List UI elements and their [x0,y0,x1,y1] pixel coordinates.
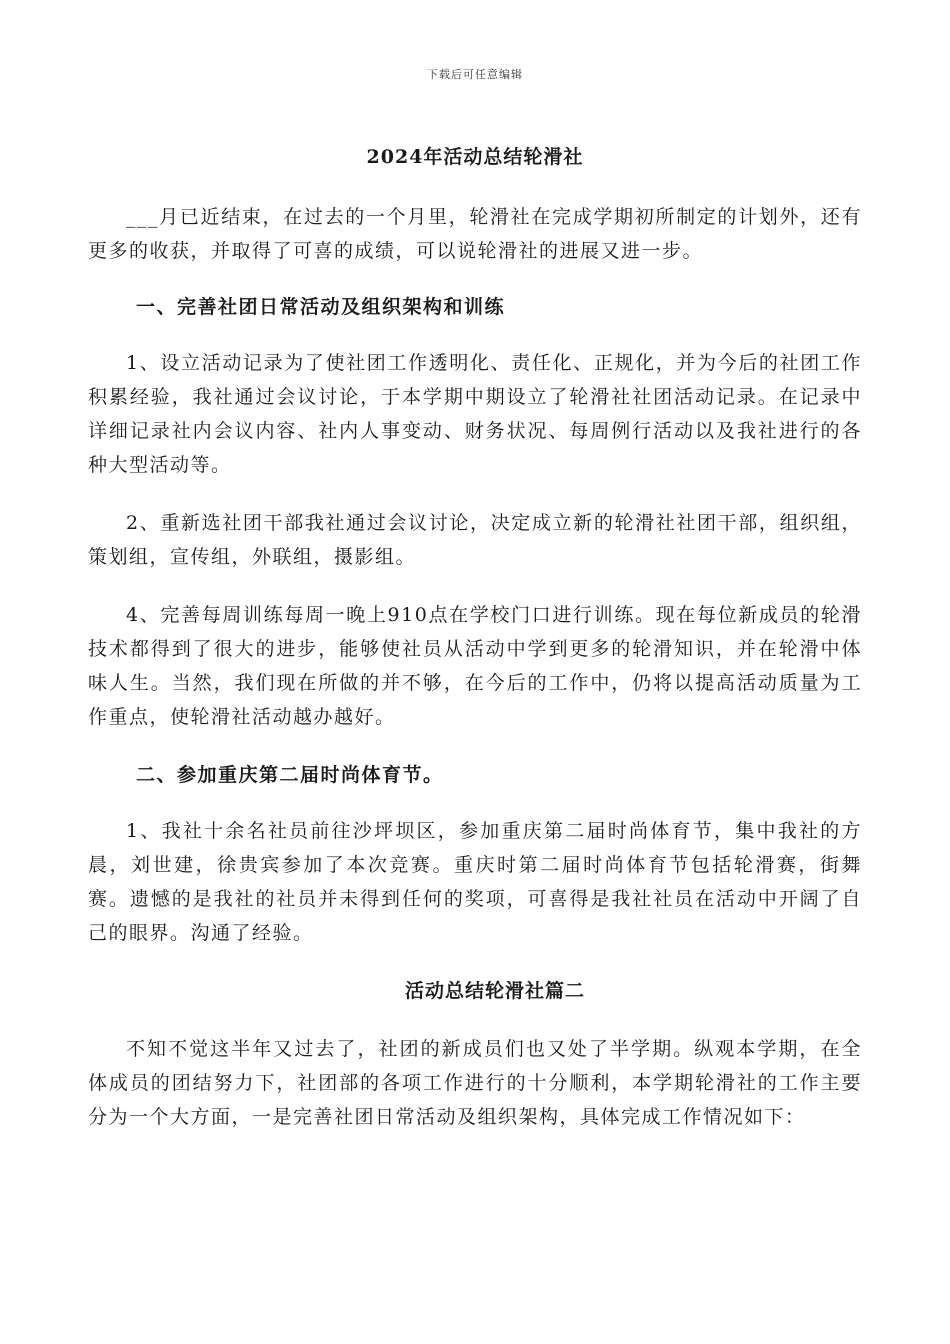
document-body [88,140,862,1158]
section-1-item-2: 2、重新选社团干部我社通过会议讨论，决定成立新的轮滑社社团干部，组织组，策划组，宣传组，外联组，摄影组。 [88,512,862,568]
section-1-item-4: 4、完善每周训练每周一晚上910点在学校门口进行训练。现在每位新成员的轮滑技术都得到了很大的进步，能够使社员从活动中学到更多的轮滑知识，并在轮滑中体味人生。当然，我们现在所做的并不够，在今后的工作中，仍将以提高活动质量为工作重点，使轮滑社活动越办越好。 [88,604,862,728]
intro-paragraph: ___月已近结束，在过去的一个月里，轮滑社在完成学期初所制定的计划外，还有更多的收获，并取得了可喜的成绩，可以说轮滑社的进展又进一步。 [88,206,862,262]
section-2-heading: 二、参加重庆第二届时尚体育节。 [136,764,444,786]
part-2-paragraph: 不知不觉这半年又过去了，社团的新成员们也又处了半学期。纵观本学期，在全体成员的团结努力下，社团部的各项工作进行的十分顺利，本学期轮滑社的工作主要分为一个大方面，一是完善社团日常活动及组织架构，具体完成工作情况如下： [88,1038,862,1128]
section-2-item-1: 1、我社十余名社员前往沙坪坝区，参加重庆第二届时尚体育节，集中我社的方晨，刘世建，徐贵宾参加了本次竞赛。重庆时第二届时尚体育节包括轮滑赛，街舞赛。遗憾的是我社的社员并未得到任何的奖项，可喜得是我社社员在活动中开阔了自己的眼界。沟通了经验。 [88,820,862,944]
section-1-item-1: 1、设立活动记录为了使社团工作透明化、责任化、正规化，并为今后的社团工作积累经验，我社通过会议讨论，于本学期中期设立了轮滑社社团活动记录。在记录中详细记录社内会议内容、社内人事变动、财务状况、每周例行活动以及我社进行的各种大型活动等。 [88,352,862,476]
header-note: 下载后可任意编辑 [427,68,523,81]
part-2-subtitle: 活动总结轮滑社篇二 [404,980,585,1002]
section-1-heading: 一、完善社团日常活动及组织架构和训练 [136,296,506,318]
document-title: 2024年活动总结轮滑社 [366,146,584,168]
